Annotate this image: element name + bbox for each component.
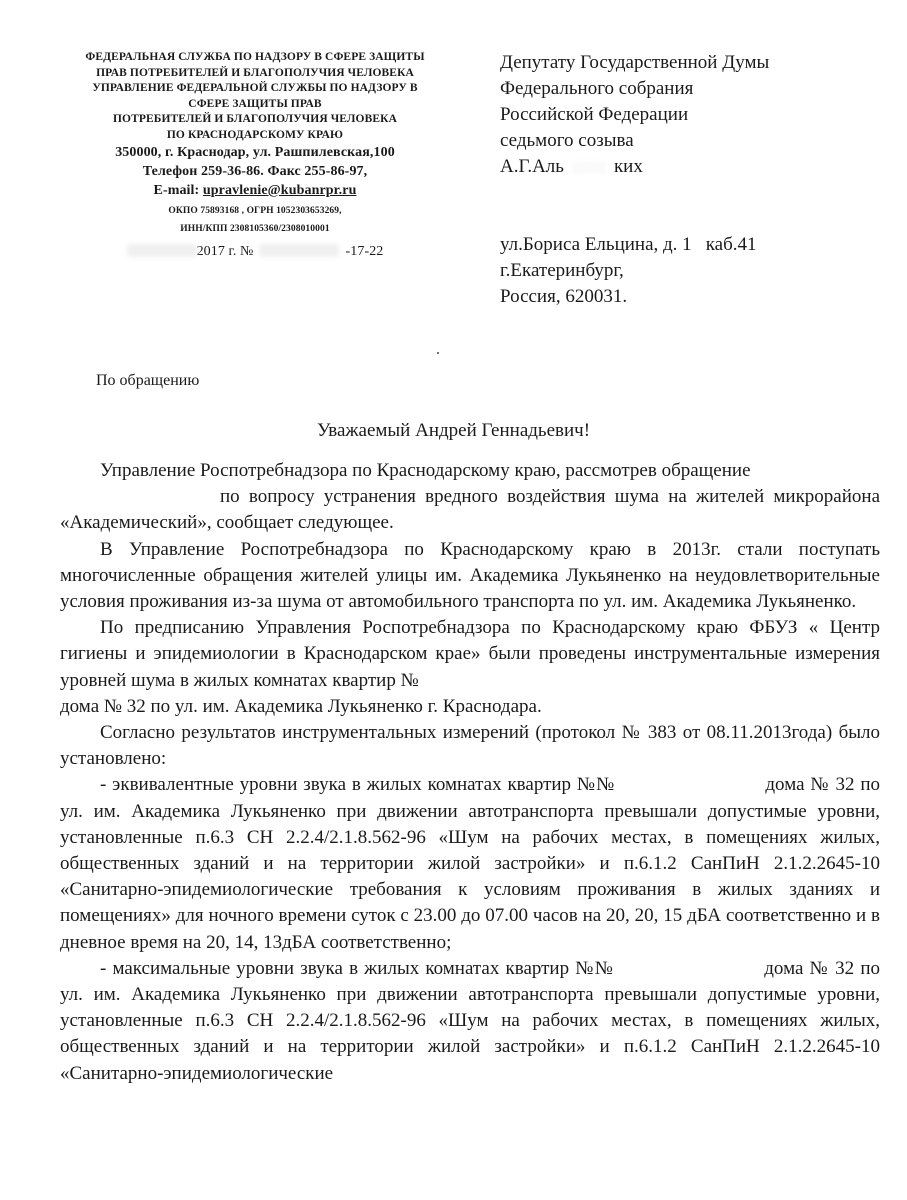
letterhead-line: СФЕРЕ ЗАЩИТЫ ПРАВ bbox=[188, 97, 322, 110]
address-line-3: Россия, 620031. bbox=[500, 286, 628, 307]
sender-email-line bbox=[55, 181, 455, 200]
letterhead-line: УПРАВЛЕНИЕ ФЕДЕРАЛЬНОЙ СЛУЖБЫ ПО НАДЗОРУ В bbox=[92, 82, 418, 94]
address-line-1 bbox=[500, 232, 880, 258]
date-year: 2017 г. № bbox=[196, 244, 254, 259]
body-paragraph bbox=[60, 615, 880, 720]
email-label: E-mail: bbox=[153, 183, 203, 198]
addressee-name-end: ких bbox=[613, 156, 643, 177]
body-paragraph bbox=[60, 458, 880, 537]
address-line-2: г.Екатеринбург, bbox=[500, 260, 624, 281]
addressee-line: Российской Федерации bbox=[500, 104, 689, 125]
addressee-line: Федерального собрания bbox=[500, 78, 694, 99]
letterhead-line: ПО КРАСНОДАРСКОМУ КРАЮ bbox=[166, 128, 344, 141]
paragraph-text: дома № 32 по ул. им. Академика Лукьяненко при движении автотранспорта превышали допустимые уровни, установленные п.6.3 СН 2.2.4/2.1.8.562-96 «Шум на рабочих местах, в помещениях жилых, общественных зданий и на территории жилой застройки» и п.6.1.2 СанПиН 2.1.2.2645-10 «Санитарно-эпидемиологические bbox=[60, 957, 880, 1084]
address-office: каб.41 bbox=[705, 234, 757, 255]
salutation: Уважаемый Андрей Геннадьевич! bbox=[316, 420, 591, 441]
body-paragraph bbox=[60, 772, 880, 955]
sender-phone: Телефон 259-36-86. Факс 255-86-97, bbox=[142, 164, 368, 179]
paragraph-text: По предписанию Управления Роспотребнадзора по Краснодарскому краю ФБУЗ « Центр гигиены и эпидемиологии в Краснодарском крае» были проведены инструментальные измерения уровней шума в жилых комнатах квартир № bbox=[60, 617, 880, 691]
letterhead bbox=[55, 50, 455, 260]
body-paragraph bbox=[60, 956, 880, 1087]
letterhead-line: ФЕДЕРАЛЬНАЯ СЛУЖБА ПО НАДЗОРУ В СФЕРЕ ЗАЩИТЫ bbox=[85, 51, 425, 63]
addressee-name bbox=[500, 154, 880, 180]
body-paragraph: В Управление Роспотребнадзора по Краснодарскому краю в 2013г. стали поступать многочисленные обращения жителей улицы им. Академика Лукьяненко на неудовлетворительные условия проживания из-за шума от автомобильного транспорта по ул. им. Академика Лукьяненко. bbox=[60, 538, 880, 613]
redacted-date bbox=[127, 244, 197, 257]
addressee-line: Депутату Государственной Думы bbox=[500, 52, 770, 73]
addressee-block bbox=[500, 50, 880, 180]
redacted-number bbox=[259, 244, 339, 257]
paragraph-text: - эквивалентные уровни звука в жилых комнатах квартир №№ bbox=[100, 774, 616, 796]
paragraph-text: дома № 32 по ул. им. Академика Лукьяненко при движении автотранспорта превышали допустимые уровни, установленные п.6.3 СН 2.2.4/2.1.8.562-96 «Шум на рабочих местах, в помещениях жилых, общественных зданий и на территории жилой застройки» и п.6.1.2 СанПиН 2.1.2.2645-10 «Санитарно-эпидемиологические требования к условиям проживания в жилых зданиях и помещениях» для ночного времени суток с 23.00 до 07.00 часов на 20, 20, 15 дБА соответственно и в дневное время на 20, 14, 13дБА соответственно; bbox=[60, 774, 880, 953]
body-paragraph: Согласно результатов инструментальных измерений (протокол № 383 от 08.11.2013года) было установлено: bbox=[60, 722, 880, 770]
scan-speck bbox=[437, 352, 439, 354]
redacted-name-part bbox=[572, 161, 606, 174]
letter-body bbox=[60, 458, 880, 1087]
sender-address: 350000, г. Краснодар, ул. Рашпилевская,100 bbox=[115, 145, 395, 160]
addressee-address bbox=[500, 232, 880, 310]
addressee-line: седьмого созыва bbox=[500, 130, 634, 151]
letterhead-line: ПОТРЕБИТЕЛЕЙ И БЛАГОПОЛУЧИЯ ЧЕЛОВЕКА bbox=[113, 113, 397, 125]
paragraph-text: по вопросу устранения вредного воздействия шума на жителей микрорайона «Академический», сообщает следующее. bbox=[60, 486, 880, 534]
addressee-name-start: А.Г.Аль bbox=[500, 156, 564, 177]
reference-line: По обращению bbox=[96, 372, 200, 389]
inn-kpp: ИНН/КПП 2308105360/2308010001 bbox=[180, 224, 330, 234]
email-link[interactable]: upravlenie@kubanrpr.ru bbox=[202, 183, 357, 198]
paragraph-text: Управление Роспотребнадзора по Краснодарскому краю, рассмотрев обращение bbox=[100, 460, 751, 481]
okpo-ogrn: ОКПО 75893168 , ОГРН 1052303653269, bbox=[168, 206, 342, 216]
number-suffix: -17-22 bbox=[345, 244, 384, 259]
paragraph-text: дома № 32 по ул. им. Академика Лукьяненко г. Краснодара. bbox=[60, 695, 542, 717]
paragraph-text: - максимальные уровни звука в жилых комнатах квартир №№ bbox=[100, 957, 615, 979]
outgoing-date-number bbox=[55, 244, 455, 260]
address-street: ул.Бориса Ельцина, д. 1 bbox=[500, 234, 692, 255]
letterhead-line: ПРАВ ПОТРЕБИТЕЛЕЙ И БЛАГОПОЛУЧИЯ ЧЕЛОВЕКА bbox=[96, 66, 414, 79]
